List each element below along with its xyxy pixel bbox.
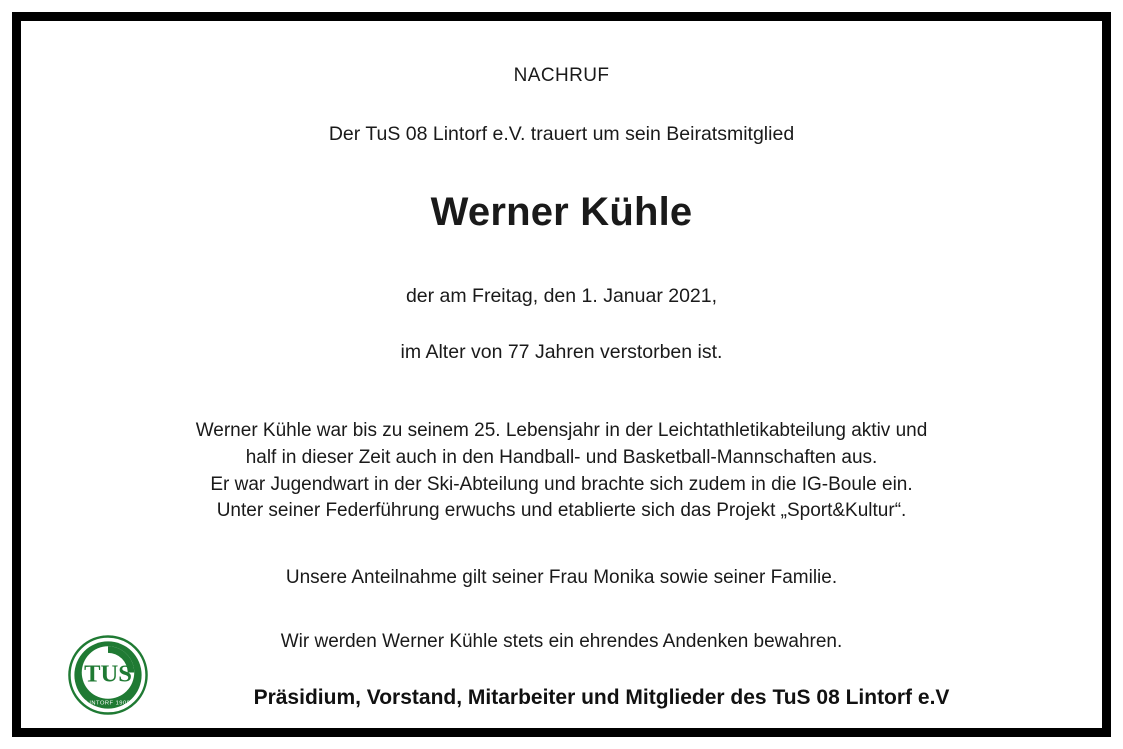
biography-line: half in dieser Zeit auch in den Handball- und Basketball-Mannschaften aus. (245, 446, 878, 468)
age-line: im Alter von 77 Jahren verstorben ist. (400, 341, 723, 364)
black-border-frame (12, 12, 1111, 737)
remembrance-line: Wir werden Werner Kühle stets ein ehrendes Andenken bewahren. (280, 631, 843, 653)
obituary-subtitle: Der TuS 08 Lintorf e.V. trauert um sein Beiratsmitglied (328, 122, 795, 145)
condolence-line: Unsere Anteilnahme gilt seiner Frau Monika sowie seiner Familie. (285, 567, 838, 589)
biography-block (49, 418, 1074, 526)
svg-text:LINTORF 1908: LINTORF 1908 (85, 700, 131, 707)
page-title: NACHRUF (513, 65, 610, 86)
signature-row (21, 686, 1102, 710)
biography-line: Er war Jugendwart in der Ski-Abteilung und brachte sich zudem in die IG-Boule ein. (210, 473, 913, 495)
obituary-content (21, 21, 1102, 728)
biography-line: Unter seiner Federführung erwuchs und etablierte sich das Projekt „Sport&Kultur“. (216, 500, 907, 522)
svg-text:TUS: TUS (84, 660, 132, 688)
death-date-line: der am Freitag, den 1. Januar 2021, (405, 284, 718, 307)
deceased-name: Werner Kühle (430, 189, 693, 234)
signature-text: Präsidium, Vorstand, Mitarbeiter und Mitglieder des TuS 08 Lintorf e.V (253, 686, 950, 709)
biography-line: Werner Kühle war bis zu seinem 25. Lebensjahr in der Leichtathletikabteilung aktiv und (195, 419, 928, 441)
